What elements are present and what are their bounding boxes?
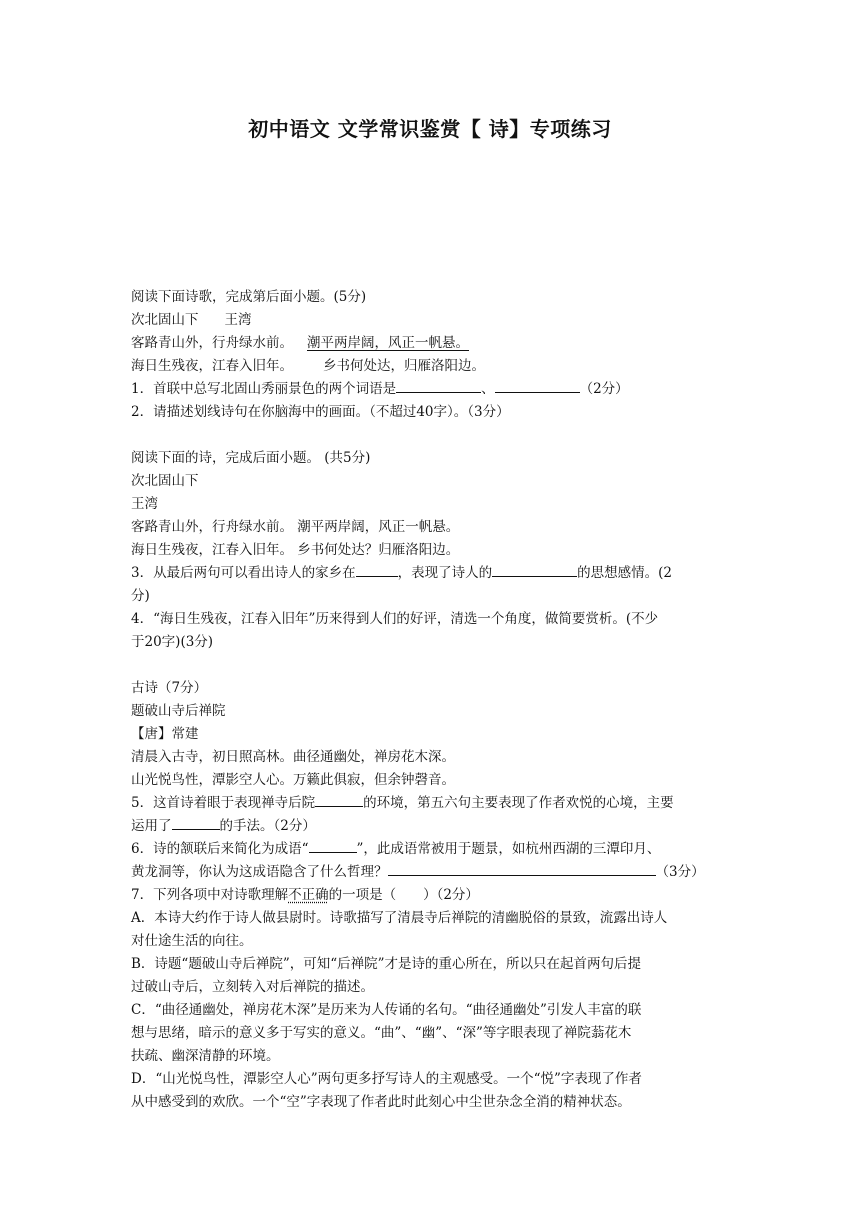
section2-poem-title: 次北固山下 — [131, 473, 199, 489]
option-text: 对仕途生活的向往。 — [131, 933, 253, 949]
question-text: 的思想感情。(2 — [577, 565, 672, 581]
answer-blank[interactable] — [495, 378, 580, 393]
question-5 — [131, 792, 731, 815]
document-title: 初中语文 文学常识鉴赏【 诗】专项练习 — [248, 117, 612, 141]
question-3-cont: 分) — [131, 588, 150, 604]
answer-blank[interactable] — [356, 562, 398, 577]
option-a — [131, 907, 731, 953]
section1-poem-title: 次北固山下 — [131, 312, 199, 328]
question-6 — [131, 838, 731, 861]
option-c — [131, 999, 731, 1068]
question-text: 7．下列各项中对诗歌理解 — [131, 887, 289, 903]
question-text: 的一项是（ ）（2分） — [328, 887, 479, 903]
option-text: C．“曲径通幽处，禅房花木深”是历来为人传诵的名句。“曲径通幽处”引发人丰富的联 — [131, 1002, 642, 1018]
answer-blank[interactable] — [388, 861, 656, 876]
question-2: 2．请描述划线诗句在你脑海中的画面。（不超过40字）。（3分） — [131, 404, 510, 420]
option-text: A．本诗大约作于诗人做县尉时。诗歌描写了清晨寺后禅院的清幽脱俗的景致，流露出诗人 — [131, 910, 668, 926]
question-3 — [131, 562, 731, 585]
answer-blank[interactable] — [492, 562, 577, 577]
question-text: 的环境，第五六句主要表现了作者欢悦的心境，主要 — [363, 795, 674, 811]
option-text: B．诗题“题破山寺后禅院”，可知“后禅院”才是诗的重心所在，所以只在起首两句后提 — [131, 956, 642, 972]
underlined-verse: 潮平两岸阔，风正一帆悬。 — [307, 335, 469, 351]
section1-poem-line1 — [131, 332, 731, 355]
question-7 — [131, 884, 731, 907]
poem-verse: 海日生残夜，江春入旧年。 — [131, 358, 293, 374]
answer-blank[interactable] — [396, 378, 481, 393]
question-4: 4．“海日生残夜，江春入旧年”历来得到人们的好评，清选一个角度，做简要赏析。(不少 — [131, 611, 659, 627]
section1-instruction: 阅读下面诗歌，完成第后面小题。(5分) — [131, 289, 367, 305]
question-text: 6．诗的颔联后来简化为成语“ — [131, 841, 309, 857]
section3-poem-line2: 山光悦鸟性，潭影空人心。万籁此俱寂，但余钟磬音。 — [131, 772, 455, 788]
score-label: （3分） — [655, 864, 705, 880]
section3-poem-line1: 清晨入古寺，初日照高林。曲径通幽处，禅房花木深。 — [131, 749, 455, 765]
section2-poem-author: 王湾 — [131, 496, 158, 512]
question-6-cont — [131, 861, 731, 884]
option-b — [131, 953, 731, 999]
question-1 — [131, 378, 731, 401]
question-text: 的手法。（2分） — [219, 818, 316, 834]
option-d — [131, 1068, 731, 1114]
question-text: ，表现了诗人的 — [397, 565, 493, 581]
option-text: D．“山光悦鸟性，潭影空人心”两句更多抒写诗人的主观感受。一个“悦”字表现了作者 — [131, 1071, 642, 1087]
section2-poem-line1: 客路青山外，行舟绿水前。 潮平两岸阔，风正一帆悬。 — [131, 519, 460, 535]
question-4-cont: 于20字)(3分) — [131, 634, 214, 650]
question-text: 5．这首诗着眼于表现禅寺后院 — [131, 795, 316, 811]
question-text: 1．首联中总写北固山秀丽景色的两个词语是 — [131, 381, 397, 397]
answer-blank[interactable] — [309, 838, 357, 853]
question-text: 3．从最后两句可以看出诗人的家乡在 — [131, 565, 356, 581]
question-text: ”，此成语常被用于题景，如杭州西湖的三潭印月、 — [356, 841, 661, 857]
option-text: 扶疏、幽深清静的环境。 — [131, 1048, 280, 1064]
question-text: 运用了 — [131, 818, 172, 834]
document-body — [131, 286, 731, 1114]
emphasis-text: 不正确 — [288, 887, 329, 903]
section3-instruction: 古诗（7分） — [131, 680, 208, 696]
separator: 、 — [481, 381, 495, 397]
answer-blank[interactable] — [172, 815, 220, 830]
section3-poem-title: 题破山寺后禅院 — [131, 703, 226, 719]
poem-verse: 乡书何处达，归雁洛阳边。 — [323, 358, 485, 374]
poem-verse: 客路青山外，行舟绿水前。 — [131, 335, 293, 351]
option-text: 想与思绪，暗示的意义多于写实的意义。“曲”、“幽”、“深”等字眼表现了禅院蓊花木 — [131, 1025, 632, 1041]
section3-poem-author: 【唐】常建 — [131, 726, 199, 742]
question-text: 黄龙洞等，你认为这成语隐含了什么哲理？ — [131, 864, 388, 880]
section2-poem-line2: 海日生残夜，江春入旧年。 乡书何处达？归雁洛阳边。 — [131, 542, 460, 558]
section1-poem-author: 王湾 — [224, 312, 252, 328]
score-label: （2分） — [579, 381, 629, 397]
option-text: 过破山寺后，立刻转入对后禅院的描述。 — [131, 979, 374, 995]
option-text: 从中感受到的欢欣。一个“空”字表现了作者此时此刻心中尘世杂念全消的精神状态。 — [131, 1094, 631, 1110]
section1-poem-line2 — [131, 355, 731, 378]
question-5-cont — [131, 815, 731, 838]
section2-instruction: 阅读下面的诗，完成后面小题。 (共5分) — [131, 450, 371, 466]
answer-blank[interactable] — [315, 792, 363, 807]
section1-poem-header — [131, 309, 731, 332]
